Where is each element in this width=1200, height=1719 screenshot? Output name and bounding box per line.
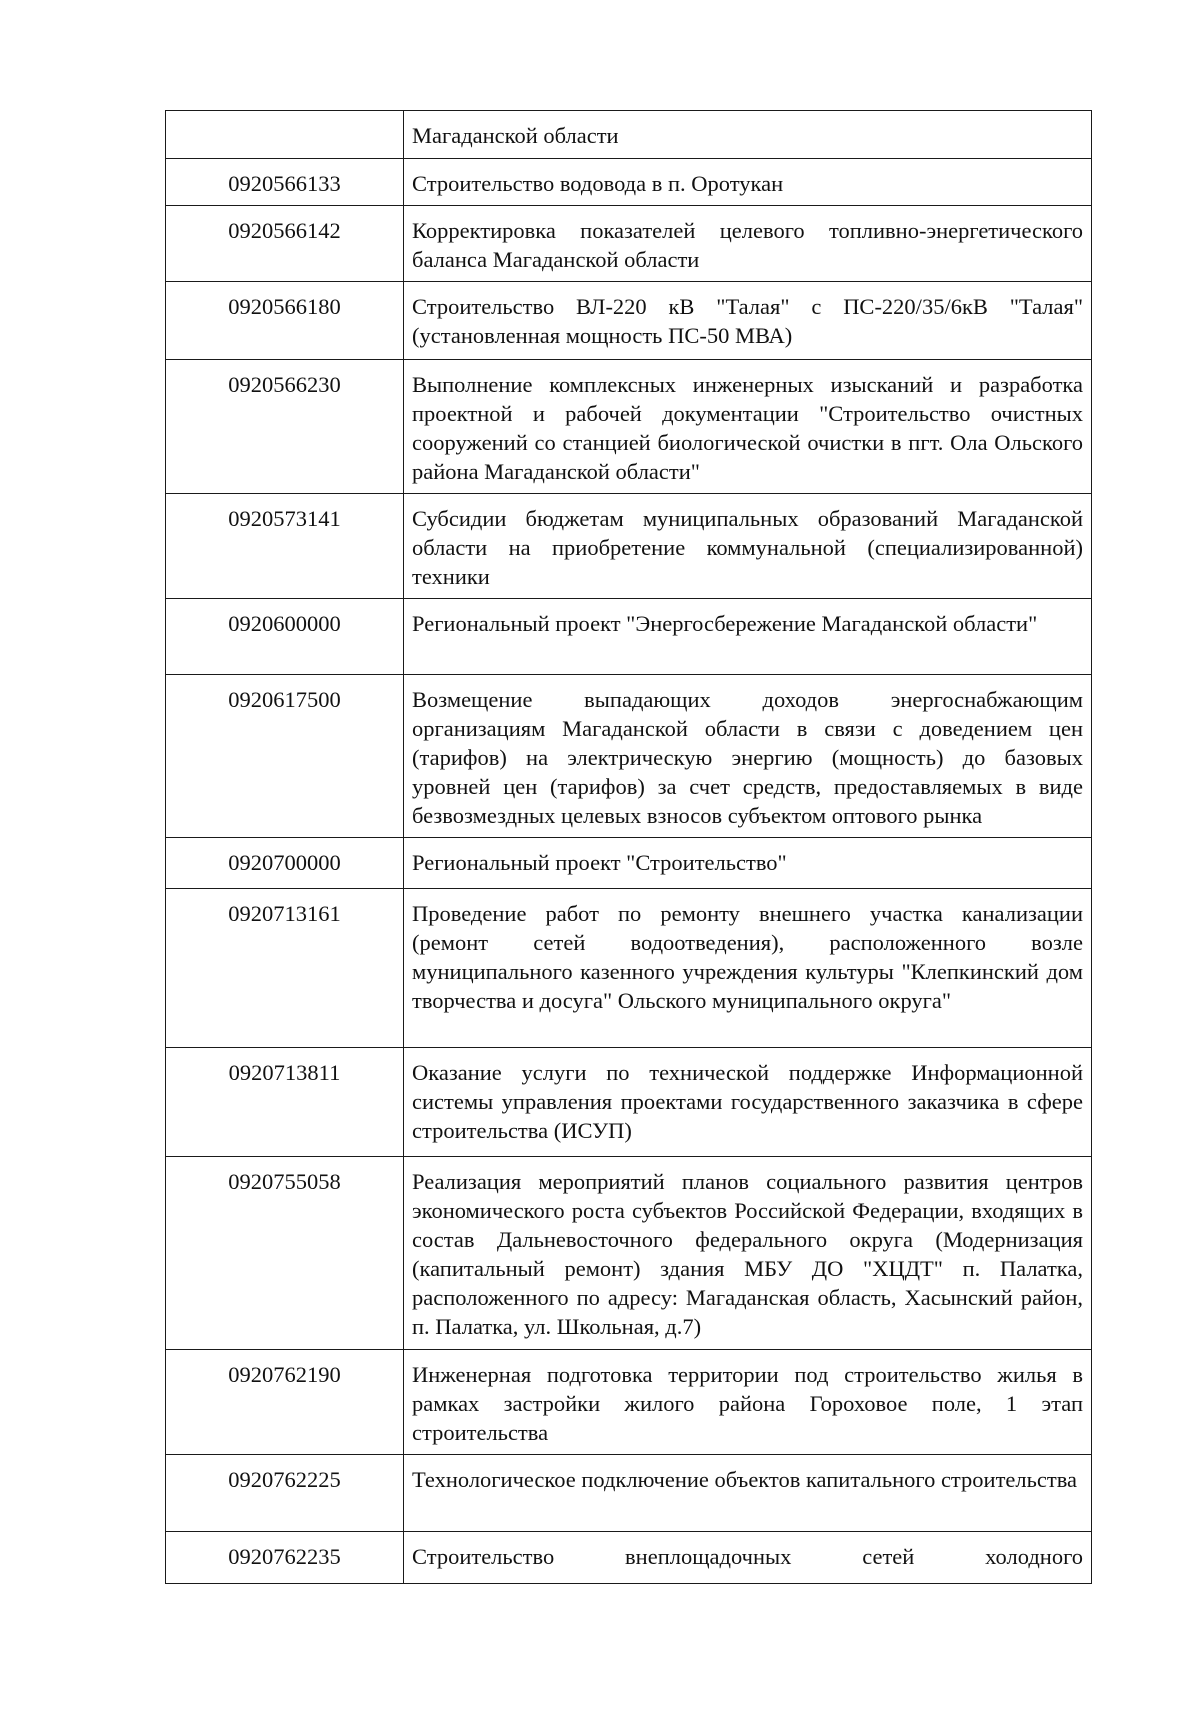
name-cell xyxy=(404,206,1092,282)
name-text: Выполнение комплексных инженерных изысканий и разработка проектной и рабочей документации "Строительство очистных сооружений со станцией биологической очистки в пгт. Ола Ольского района Магаданской области" xyxy=(412,372,1083,484)
name-text: Строительство внеплощадочных сетей холодного xyxy=(412,1544,1083,1569)
table-row xyxy=(166,494,1092,599)
budget-codes-table xyxy=(165,110,1092,1584)
table-row xyxy=(166,675,1092,838)
table-row xyxy=(166,889,1092,1048)
name-text: Региональный проект "Строительство" xyxy=(412,850,787,875)
code-cell: 0920762235 xyxy=(166,1532,404,1584)
code-cell: 0920617500 xyxy=(166,675,404,838)
table-row xyxy=(166,838,1092,889)
name-text: Технологическое подключение объектов капитального строительства xyxy=(412,1467,1078,1492)
name-text: Инженерная подготовка территории под строительство жилья в рамках застройки жилого района Гороховое поле, 1 этап строительства xyxy=(412,1362,1083,1445)
name-cell xyxy=(404,282,1092,360)
name-text: Проведение работ по ремонту внешнего участка канализации (ремонт сетей водоотведения), расположенного возле муниципального казенного учреждения культуры "Клепкинский дом творчества и досуга" Ольского муниципального округа" xyxy=(412,901,1083,1013)
name-text: Магаданской области xyxy=(412,123,619,148)
name-text: Оказание услуги по технической поддержке Информационной системы управления проектами государственного заказчика в сфере строительства (ИСУП) xyxy=(412,1060,1083,1143)
table-row xyxy=(166,1455,1092,1532)
name-cell xyxy=(404,111,1092,159)
name-cell xyxy=(404,599,1092,675)
name-cell xyxy=(404,1532,1092,1584)
name-cell xyxy=(404,1350,1092,1455)
name-cell xyxy=(404,675,1092,838)
code-cell: 0920566230 xyxy=(166,360,404,494)
name-cell xyxy=(404,1455,1092,1532)
table-row xyxy=(166,282,1092,360)
name-text: Региональный проект "Энергосбережение Магаданской области" xyxy=(412,611,1038,636)
name-cell xyxy=(404,494,1092,599)
name-text: Корректировка показателей целевого топливно-энергетического баланса Магаданской области xyxy=(412,218,1083,272)
name-text: Субсидии бюджетам муниципальных образований Магаданской области на приобретение коммунальной (специализированной) техники xyxy=(412,506,1083,589)
name-cell xyxy=(404,159,1092,206)
table-row xyxy=(166,1048,1092,1157)
code-cell: 0920566142 xyxy=(166,206,404,282)
table-row xyxy=(166,1157,1092,1350)
code-cell: 0920713161 xyxy=(166,889,404,1048)
name-cell xyxy=(404,360,1092,494)
table-row xyxy=(166,1532,1092,1584)
table-row xyxy=(166,360,1092,494)
code-cell: 0920700000 xyxy=(166,838,404,889)
code-cell: 0920762190 xyxy=(166,1350,404,1455)
table-row xyxy=(166,599,1092,675)
table-row xyxy=(166,1350,1092,1455)
table-row xyxy=(166,159,1092,206)
name-text: Строительство водовода в п. Оротукан xyxy=(412,171,784,196)
code-cell: 0920755058 xyxy=(166,1157,404,1350)
name-cell xyxy=(404,838,1092,889)
code-cell: 0920762225 xyxy=(166,1455,404,1532)
name-cell xyxy=(404,889,1092,1048)
code-cell: 0920566180 xyxy=(166,282,404,360)
code-cell: 0920566133 xyxy=(166,159,404,206)
code-cell: 0920573141 xyxy=(166,494,404,599)
table-row xyxy=(166,111,1092,159)
code-cell: 0920600000 xyxy=(166,599,404,675)
table-row xyxy=(166,206,1092,282)
name-cell xyxy=(404,1048,1092,1157)
name-cell xyxy=(404,1157,1092,1350)
code-cell xyxy=(166,111,404,159)
name-text: Реализация мероприятий планов социального развития центров экономического роста субъектов Российской Федерации, входящих в состав Дальневосточного федерального округа (Модернизация (капитальный ремонт) здания МБУ ДО "ХЦДТ" п. Палатка, расположенного по адресу: Магаданская область, Хасынский район, п. Палатка, ул. Школьная, д.7) xyxy=(412,1169,1083,1339)
name-text: Строительство ВЛ-220 кВ "Талая" с ПС-220/35/6кВ "Талая" (установленная мощность ПС-50 МВА) xyxy=(412,294,1083,348)
code-cell: 0920713811 xyxy=(166,1048,404,1157)
name-text: Возмещение выпадающих доходов энергоснабжающим организациям Магаданской области в связи с доведением цен (тарифов) на электрическую энергию (мощность) до базовых уровней цен (тарифов) за счет средств, предоставляемых в виде безвозмездных целевых взносов субъектом оптового рынка xyxy=(412,687,1083,828)
